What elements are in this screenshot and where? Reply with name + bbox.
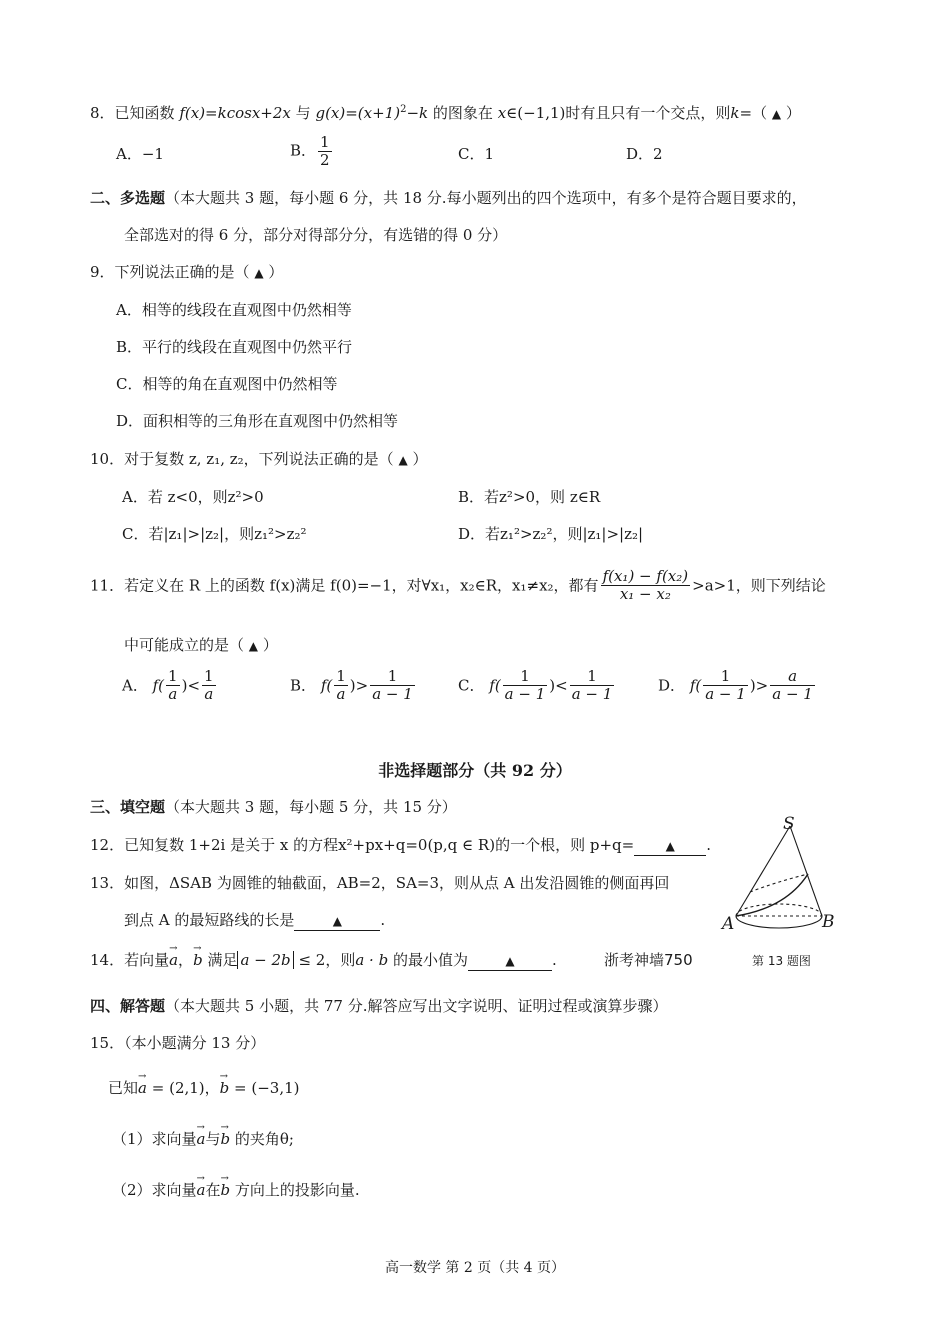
q8-option-d: D．2 (626, 145, 663, 163)
q9-option-b: B．平行的线段在直观图中仍然平行 (116, 338, 353, 356)
q9-option-d: D．面积相等的三角形在直观图中仍然相等 (116, 412, 399, 430)
q13-line-2: 到点 A 的最短路线的长是 ▲ . (124, 911, 386, 929)
q11-stem-cont: 中可能成立的是（ ▲ ） (124, 636, 278, 654)
q9-option-a: A．相等的线段在直观图中仍然相等 (116, 301, 352, 319)
q15-given: 已知→ a = (2,1)，→ b = (−3,1) (108, 1078, 300, 1098)
q11-option-a: A． f( $\frac{1}{a}$ )< $\frac{1}{a}$ (122, 667, 214, 703)
q11-option-d: D． f( $\frac{1}{a - 1}$ )> $\frac{a}{a - 1}$ (658, 667, 813, 703)
q12-stem: 12．已知复数 1+2i 是关于 x 的方程x²+px+q=0(p,q ∈ R)的一个根，则 p+q= ▲ . (90, 836, 711, 854)
q11-stem: 11．若定义在 R 上的函数 f(x)满足 f(0)=−1，对∀x₁，x₂∈R，x₁≠x₂，都有 $\frac{\text{f(x₁) − f(x₂)}}{\text{x₁ − x₂}}$ >a>1，则下列结论 (90, 567, 826, 603)
figure-label-a: A (722, 914, 735, 934)
q11-option-b: B． f( $\frac{1}{a}$ )> $\frac{1}{a - 1}$ (290, 667, 413, 703)
q10-option-d: D．若z₁²>z₂²，则|z₁|>|z₂| (458, 525, 644, 543)
figure-label-b: B (822, 912, 835, 932)
cone-base-back (736, 904, 822, 916)
section-4-heading: 四、解答题（本大题共 5 小题，共 77 分.解答应写出文字说明、证明过程或演算步骤） (90, 997, 668, 1015)
q10-option-a: A．若 z<0，则z²>0 (122, 488, 264, 506)
section-3-heading: 三、填空题（本大题共 3 题，每小题 5 分，共 15 分） (90, 798, 457, 816)
q10-stem: 10．对于复数 z, z₁, z₂，下列说法正确的是（ ▲ ） (90, 450, 428, 468)
shortest-path-front (736, 874, 808, 916)
q8-option-a: A．−1 (116, 145, 164, 163)
figure-label-s: S (783, 814, 795, 834)
q11-option-c: C． f( $\frac{1}{a - 1}$ )< $\frac{1}{a - 1}$ (458, 667, 613, 703)
q8-option-b: B． $\frac{1}{2}$ (290, 133, 330, 169)
shortest-path-back (750, 874, 808, 892)
cone-edge-right (790, 826, 822, 916)
q8-option-c: C．1 (458, 145, 495, 163)
part-2-title: 非选择题部分（共 92 分） (378, 761, 572, 780)
q15-header: 15．（本小题满分 13 分） (90, 1034, 266, 1052)
q15-part-2: （2）求向量→ a在→ b 方向上的投影向量. (112, 1180, 360, 1200)
q10-option-c: C．若|z₁|>|z₂|，则z₁²>z₂² (122, 525, 307, 543)
section-2-heading: 二、多选题（本大题共 3 题，每小题 6 分，共 18 分.每小题列出的四个选项中，有多个是符合题目要求的， (90, 189, 807, 207)
q8-stem: 8．已知函数 f(x)=kcosx+2x 与 $g(x)=(x+1)^2-k$ 的图象在 x∈(−1,1)时有且只有一个交点，则k=（ ▲ ） (90, 104, 801, 122)
q15-part-1: （1）求向量→ a与→ b 的夹角θ; (112, 1129, 294, 1149)
watermark: 浙考神墙750 (604, 951, 693, 969)
section-2-desc: 全部选对的得 6 分，部分对得部分分，有选错的得 0 分） (124, 226, 508, 244)
q9-option-c: C．相等的角在直观图中仍然相等 (116, 375, 338, 393)
q10-option-b: B．若z²>0，则 z∈R (458, 488, 601, 506)
q9-stem: 9．下列说法正确的是（ ▲ ） (90, 263, 284, 281)
figure-caption: 第 13 题图 (752, 954, 811, 968)
cone-edge-left (736, 826, 790, 916)
page-footer: 高一数学 第 2 页（共 4 页） (384, 1260, 566, 1276)
cone-base-front (736, 916, 822, 928)
q13-line-1: 13．如图，ΔSAB 为圆锥的轴截面，AB=2，SA=3，则从点 A 出发沿圆锥的侧面再回 (90, 874, 670, 892)
q14-stem: 14．若向量→ a，→ b 满足 a − 2b ≤ 2，则a · b 的最小值为 ▲ . (90, 950, 557, 971)
